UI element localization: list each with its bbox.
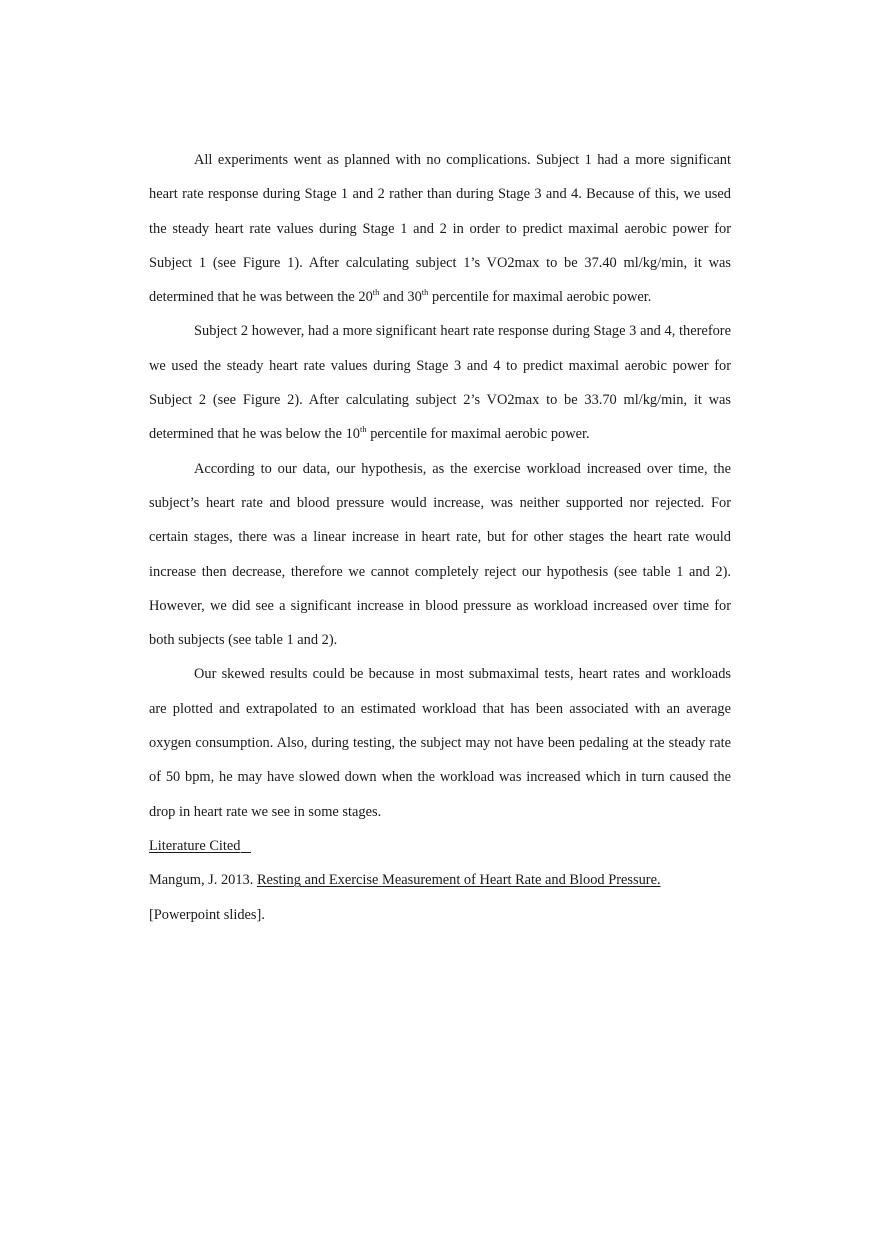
literature-cited-heading-text: Literature Cited — [149, 837, 241, 854]
paragraph-text: and 30 — [379, 289, 422, 306]
literature-cited-heading — [149, 829, 731, 863]
discussion-paragraph: Our skewed results could be because in most submaximal tests, heart rates and workloads are plotted and extrapolated to an estimated workload that has been associated with an average oxygen consumption. Also, during testing, the subject may not have been pedaling at the steady rate of 50 bpm, he may have slowed down when the workload was increased which in turn caused the drop in heart rate we see in some stages. — [149, 666, 731, 820]
results-paragraph-subject-2 — [149, 314, 731, 451]
results-paragraph-subject-1 — [149, 143, 731, 314]
document-body — [149, 143, 731, 932]
citation-title: Resting and Exercise Measurement of Heart Rate and Blood Pressure. — [256, 872, 661, 889]
heading-underline-trail — [241, 852, 251, 853]
superscript: th — [421, 287, 429, 298]
paragraph-text: percentile for maximal aerobic power. — [366, 426, 590, 443]
superscript: th — [360, 424, 367, 435]
citation-author-year: Mangum, J. 2013. — [149, 872, 257, 889]
citation-entry — [149, 863, 731, 897]
paragraph-text: All experiments went as planned with no complications. Subject 1 had a more significant heart rate response during Stage 1 and 2 rather than during Stage 3 and 4. Because of this, we used the steady heart rate values during Stage 1 and 2 in order to predict maximal aerobic power for Subject 1 (see Figure 1). After calculating subject 1’s VO2max to be 37.40 ml/kg/min, it was determined that he was between the 20 — [149, 152, 731, 306]
paragraph-text: Subject 2 however, had a more significant heart rate response during Stage 3 and 4, therefore we used the steady heart rate values during Stage 3 and 4 to predict maximal aerobic power for Subject 2 (see Figure 2). After calculating subject 2’s VO2max to be 33.70 ml/kg/min, it was determined that he was below the 10 — [149, 323, 731, 443]
paragraph-text: percentile for maximal aerobic power. — [428, 289, 652, 306]
hypothesis-paragraph: According to our data, our hypothesis, as the exercise workload increased over time, the subject’s heart rate and blood pressure would increase, was neither supported nor rejected. For certain stages, there was a linear increase in heart rate, but for other stages the heart rate would increase then decrease, therefore we cannot completely reject our hypothesis (see table 1 and 2). However, we did see a significant increase in blood pressure as workload increased over time for both subjects (see table 1 and 2). — [149, 460, 731, 649]
citation-format-note: [Powerpoint slides]. — [149, 906, 265, 923]
superscript: th — [372, 287, 380, 298]
